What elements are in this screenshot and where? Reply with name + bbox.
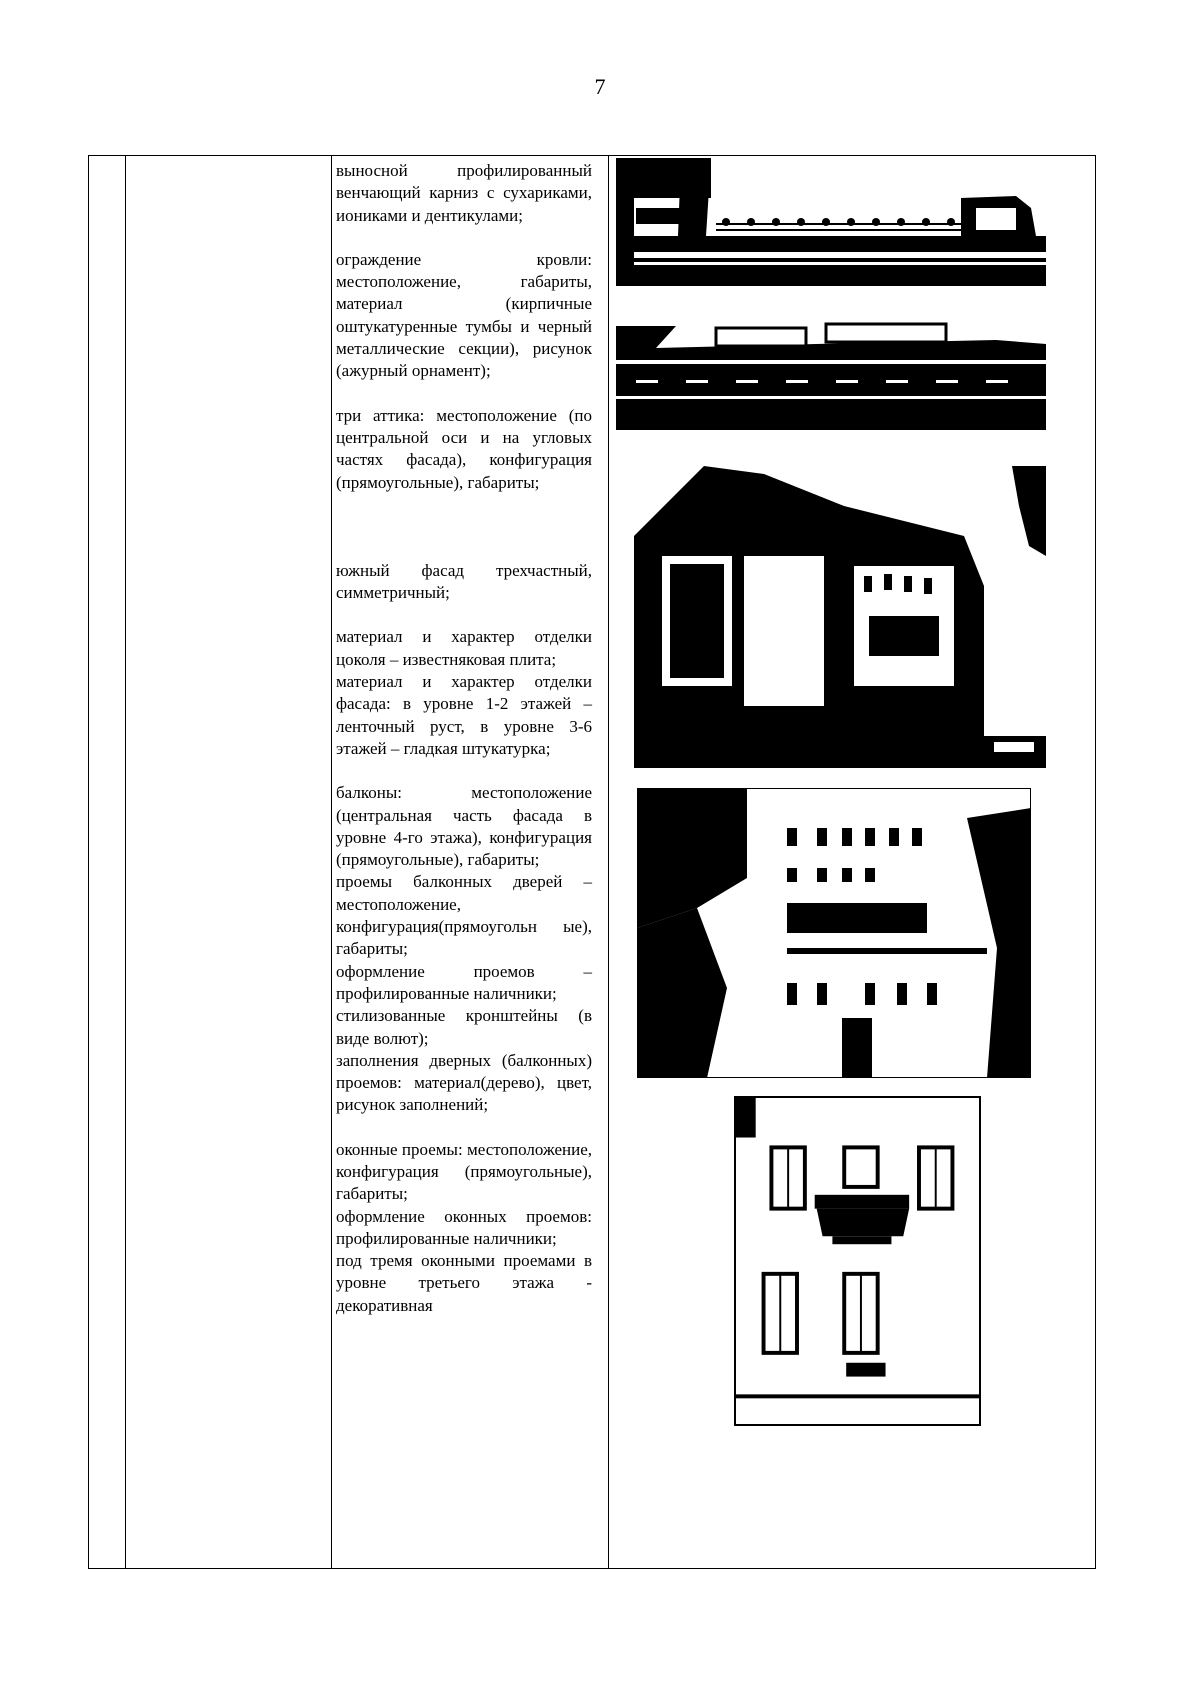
- building-angle-photo: [634, 466, 1046, 768]
- column-divider: [331, 156, 332, 1568]
- page-number: 7: [594, 74, 606, 99]
- description-paragraph: материал и характер отделки цоколя – известняковая плита;: [336, 627, 592, 669]
- description-paragraph: балконы: местоположение (центральная часть фасада в уровне 4-го этажа), конфигурация (прямоугольные), габариты;: [336, 783, 592, 870]
- cornice-photo: [616, 158, 1046, 286]
- balcony-photo: [734, 1096, 981, 1426]
- description-paragraph: оформление оконных проемов: профилированные наличники;: [336, 1206, 592, 1248]
- description-paragraph: заполнения дверных (балконных) проемов: материал(дерево), цвет, рисунок заполнений;: [336, 1050, 592, 1115]
- column-divider: [608, 156, 609, 1568]
- south-facade-photo: [637, 788, 1031, 1078]
- description-paragraph: под тремя оконными проемами в уровне третьего этажа - декоративная: [336, 1251, 592, 1315]
- description-paragraph: три аттика: местоположение (по центральной оси и на угловых частях фасада), конфигурация (прямоугольные), габариты;: [336, 405, 592, 492]
- description-paragraph: южный фасад трехчастный, симметричный;: [336, 560, 592, 603]
- description-paragraph: оформление проемов – профилированные наличники;: [336, 961, 592, 1003]
- roof-railing-photo: [616, 304, 1046, 430]
- description-paragraph: оконные проемы: местоположение, конфигурация (прямоугольные), габариты;: [336, 1139, 592, 1204]
- description-paragraph: выносной профилированный венчающий карниз с сухариками, иониками и дентикулами;: [336, 161, 592, 225]
- description-paragraph: проемы балконных дверей – местоположение, конфигурация(прямоугольн ые), габариты;: [336, 872, 592, 959]
- description-paragraph: материал и характер отделки фасада: в уровне 1-2 этажей – ленточный руст, в уровне 3-6 этажей – гладкая штукатурка;: [336, 672, 592, 758]
- column-divider: [125, 156, 126, 1568]
- description-column: [336, 160, 592, 1317]
- description-paragraph: ограждение кровли: местоположение, габариты, материал (кирпичные оштукатуренные тумбы и черный металлические секции), рисунок (ажурный орнамент);: [336, 249, 592, 381]
- description-paragraph: стилизованные кронштейны (в виде волют);: [336, 1006, 592, 1048]
- document-table: [88, 155, 1096, 1569]
